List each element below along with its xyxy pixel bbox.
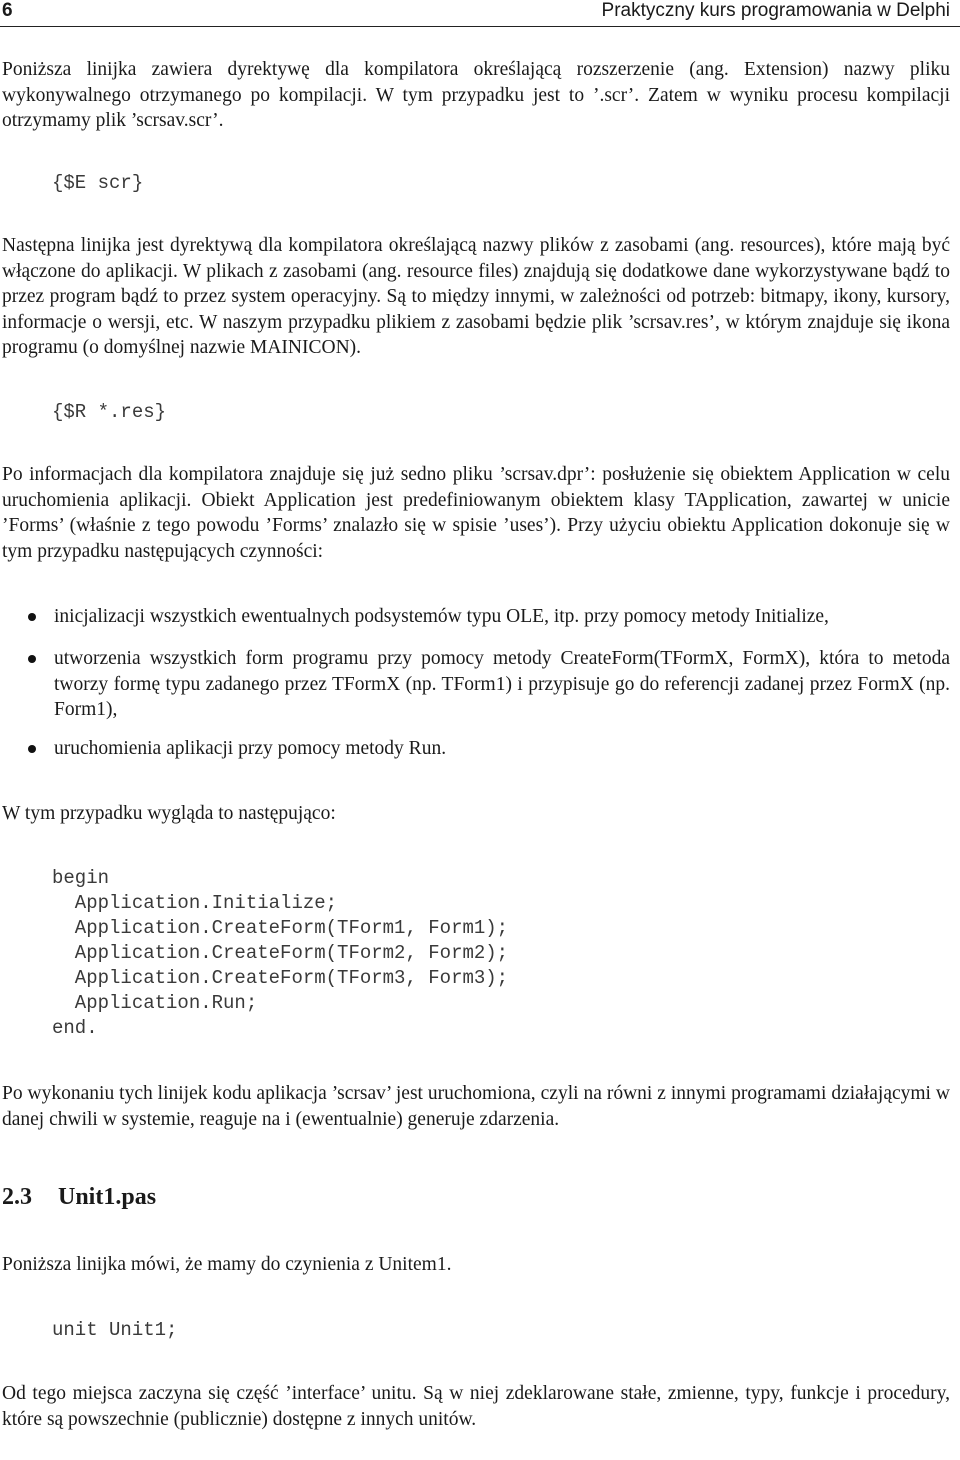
paragraph-intro-code: W tym przypadku wygląda to następująco: bbox=[2, 803, 336, 824]
paragraph-interface: Od tego miejsca zaczyna się część ’interface’ unitu. Są w niej zdeklarowane stałe, zmienne, typy, funkcje i procedury, które są powszechnie (publicznie) dostępne z innych unitów. bbox=[2, 1383, 950, 1430]
running-title: Praktyczny kurs programowania w Delphi bbox=[601, 0, 950, 21]
code-unit-declaration: unit Unit1; bbox=[52, 1319, 178, 1341]
paragraph-after-code: Po wykonaniu tych linijek kodu aplikacja ’scrsav’ jest uruchomiona, czyli na równi z innymi programami działającymi w danej chwili w systemie, reaguje na i (ewentualnie) generuje zdarzenia. bbox=[2, 1083, 950, 1130]
section-number: 2.3 bbox=[2, 1184, 32, 1210]
bullet-icon bbox=[28, 655, 36, 663]
paragraph-resources-directive: Następna linijka jest dyrektywą dla kompilatora określającą nazwy plików z zasobami (ang. resources), które mają być włączone do aplikacji. W plikach z zasobami (ang. resource files) znajdują się dodatkowe dane wykorzystywane bądź to przez program bądź to przez system operacyjny. Są to między innymi, w zależności od potrzeb: bitmapy, ikony, kursory, informacje o wersji, etc. W naszym przypadku plikiem z zasobami będzie plik ’scrsav.res’, w którym znajduje się ikona programu (o domyślnej nazwie MAINICON). bbox=[2, 235, 950, 358]
list-item: utworzenia wszystkich form programu przy pomocy metody CreateForm(TFormX, FormX), która to metoda tworzy formę typu zadanego przez TFormX (np. TForm1) i przypisuje go do referencji zadanej przez FormX (np. Form1), bbox=[2, 646, 950, 723]
page-number: 6 bbox=[2, 0, 13, 21]
bullet-icon bbox=[28, 745, 36, 753]
paragraph-extension-directive: Poniższa linijka zawiera dyrektywę dla kompilatora określającą rozszerzenie (ang. Extension) nazwy pliku wykonywalnego otrzymanego po kompilacji. W tym przypadku jest to ’.scr’. Zatem w wyniku procesu kompilacji otrzymamy plik ’scrsav.scr’. bbox=[2, 59, 950, 131]
code-extension-directive: {$E scr} bbox=[52, 172, 144, 194]
paragraph-unit-intro: Poniższa linijka mówi, że mamy do czynienia z Unitem1. bbox=[2, 1254, 452, 1275]
section-heading bbox=[2, 1184, 156, 1211]
list-item: inicjalizacji wszystkich ewentualnych podsystemów typu OLE, itp. przy pomocy metody Initialize, bbox=[2, 604, 950, 630]
code-resource-directive: {$R *.res} bbox=[52, 401, 167, 423]
section-title: Unit1.pas bbox=[58, 1184, 157, 1210]
list-item: uruchomienia aplikacji przy pomocy metody Run. bbox=[2, 736, 950, 762]
bullet-icon bbox=[28, 613, 36, 621]
page-header bbox=[0, 0, 960, 27]
code-application-block: begin Application.Initialize; Application.CreateForm(TForm1, Form1); Application.CreateForm(TForm2, Form2); Application.CreateForm(TForm3, Form3); Application.Run; end. bbox=[52, 867, 509, 1039]
paragraph-application-object: Po informacjach dla kompilatora znajduje się już sedno pliku ’scrsav.dpr’: posłużenie się obiektem Application w celu uruchomienia aplikacji. Obiekt Application jest predefiniowanym obiektem klasy TApplication, zawartej w unicie ’Forms’ (właśnie z tego powodu ’Forms’ znalazło się w spisie ’uses’). Przy użyciu obiektu Application dokonuje się w tym przypadku następujących czynności: bbox=[2, 464, 950, 562]
